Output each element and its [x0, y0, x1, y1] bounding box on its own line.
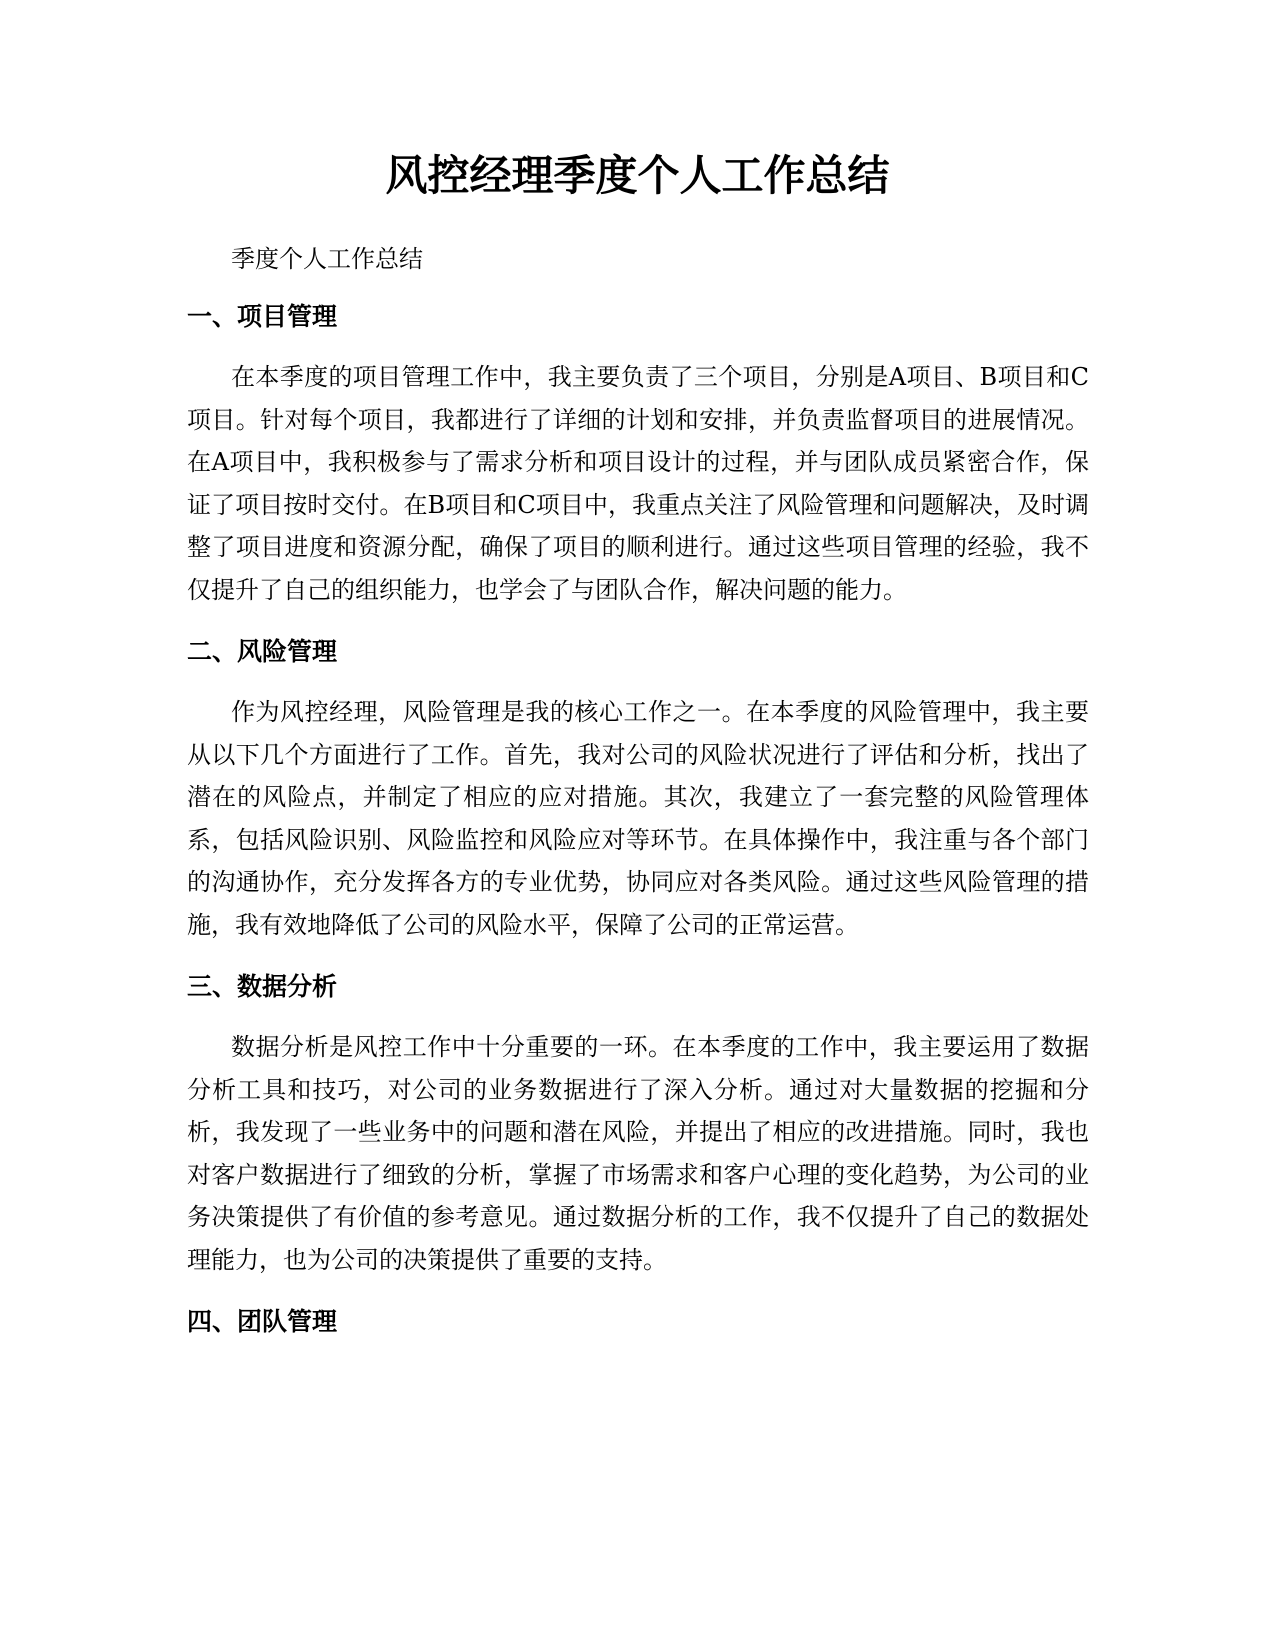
section-heading-risk-management: 二、风险管理 — [187, 637, 338, 666]
section-body-project-management: 在本季度的项目管理工作中，我主要负责了三个项目，分别是A项目、B项目和C项目。针对每个项目，我都进行了详细的计划和安排，并负责监督项目的进展情况。在A项目中，我积极参与了需求分析和项目设计的过程，并与团队成员紧密合作，保证了项目按时交付。在B项目和C项目中，我重点关注了风险管理和问题解决，及时调整了项目进度和资源分配，确保了项目的顺利进行。通过这些项目管理的经验，我不仅提升了自己的组织能力，也学会了与团队合作，解决问题的能力。 — [187, 363, 1089, 604]
document-body — [187, 238, 1089, 1361]
section-heading-project-management: 一、项目管理 — [187, 302, 338, 331]
section-body-data-analysis: 数据分析是风控工作中十分重要的一环。在本季度的工作中，我主要运用了数据分析工具和技巧，对公司的业务数据进行了深入分析。通过对大量数据的挖掘和分析，我发现了一些业务中的问题和潜在风险，并提出了相应的改进措施。同时，我也对客户数据进行了细致的分析，掌握了市场需求和客户心理的变化趋势，为公司的业务决策提供了有价值的参考意见。通过数据分析的工作，我不仅提升了自己的数据处理能力，也为公司的决策提供了重要的支持。 — [187, 1033, 1089, 1274]
section-heading-data-analysis: 三、数据分析 — [187, 972, 338, 1001]
document-title: 风控经理季度个人工作总结 — [385, 151, 890, 200]
section-heading-team-management: 四、团队管理 — [187, 1307, 338, 1336]
document-subtitle: 季度个人工作总结 — [231, 245, 423, 273]
section-body-risk-management: 作为风控经理，风险管理是我的核心工作之一。在本季度的风险管理中，我主要从以下几个方面进行了工作。首先，我对公司的风险状况进行了评估和分析，找出了潜在的风险点，并制定了相应的应对措施。其次，我建立了一套完整的风险管理体系，包括风险识别、风险监控和风险应对等环节。在具体操作中，我注重与各个部门的沟通协作，充分发挥各方的专业优势，协同应对各类风险。通过这些风险管理的措施，我有效地降低了公司的风险水平，保障了公司的正常运营。 — [187, 698, 1089, 939]
